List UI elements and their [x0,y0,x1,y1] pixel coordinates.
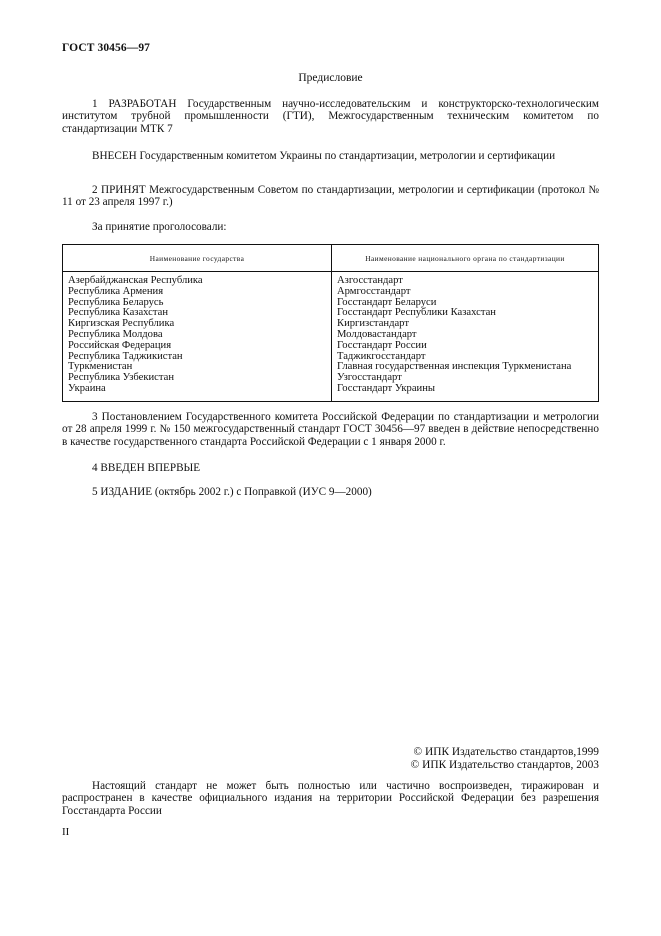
paragraph-edition: 5 ИЗДАНИЕ (октябрь 2002 г.) с Поправкой (ИУС 9—2000) [92,486,372,498]
table-header-body: Наименование национального органа по стандартизации [365,254,565,263]
standards-body-name: Госстандарт России [337,339,427,351]
state-name: Киргизская Республика [68,318,175,330]
section-title: Предисловие [298,72,363,84]
state-name: Республика Казахстан [68,307,169,319]
state-name: Российская Федерация [68,339,172,351]
standards-body-name: Киргизстандарт [337,318,409,330]
state-name: Республика Беларусь [68,296,164,308]
standards-body-name: Молдовастандарт [337,328,417,340]
table-header-divider [63,271,598,272]
paragraph-voted: За принятие проголосовали: [92,221,227,233]
paragraph-adopted: 2 ПРИНЯТ Межгосударственным Советом по стандартизации, метрологии и сертификации (протокол № 11 от 23 апреля 1997 г.) [62,184,599,209]
state-name: Республика Узбекистан [68,372,175,384]
state-list [68,276,326,395]
copyright-block [411,746,599,771]
standards-body-name: Азгосстандарт [337,275,403,286]
standards-body-list [337,276,595,395]
standards-body-name: Госстандарт Республики Казахстан [337,307,496,319]
state-name: Азербайджанская Республика [68,275,203,286]
paragraph-resolution: 3 Постановлением Государственного комитета Российской Федерации по стандартизации и метрологии от 28 апреля 1999 г. № 150 межгосударственный стандарт ГОСТ 30456—97 введен в действие непосредственно в качестве государственного стандарта Российской Федерации с 1 января 2000 г. [62,411,599,448]
vote-table [62,244,599,402]
standards-body-name: Госстандарт Беларуси [337,296,437,308]
state-name: Республика Армения [68,285,164,297]
reproduction-notice: Настоящий стандарт не может быть полностью или частично воспроизведен, тиражирован и распространен в качестве официального издания на территории Российской Федерации без разрешения Госстандарта России [62,780,599,817]
paragraph-first-time: 4 ВВЕДЕН ВПЕРВЫЕ [92,462,201,474]
page-number: II [62,826,70,838]
paragraph-developed: 1 РАЗРАБОТАН Государственным научно-исследовательским и конструкторско-технологическим институтом трубной промышленности (ГТИ), Межгосударственным техническим комитетом по стандартизации МТК 7 [62,98,599,135]
standards-body-name: Армгосстандарт [337,285,411,297]
copyright-line: © ИПК Издательство стандартов,1999 [413,746,599,758]
state-name: Республика Таджикистан [68,350,183,362]
state-name: Туркменистан [68,361,133,373]
table-column-divider [331,245,332,401]
copyright-line: © ИПК Издательство стандартов, 2003 [410,758,599,771]
standards-body-name: Главная государственная инспекция Туркменистана [337,361,572,373]
standards-body-name: Таджикгосстандарт [337,350,426,362]
standards-body-name: Госстандарт Украины [337,382,435,394]
state-name: Республика Молдова [68,328,163,340]
table-header-state: Наименование государства [149,254,245,263]
standards-body-name: Узгосстандарт [337,372,402,384]
paragraph-introduced: ВНЕСЕН Государственным комитетом Украины по стандартизации, метрологии и сертификации [92,150,556,162]
standard-code: ГОСТ 30456—97 [62,42,151,54]
state-name: Украина [68,382,106,394]
